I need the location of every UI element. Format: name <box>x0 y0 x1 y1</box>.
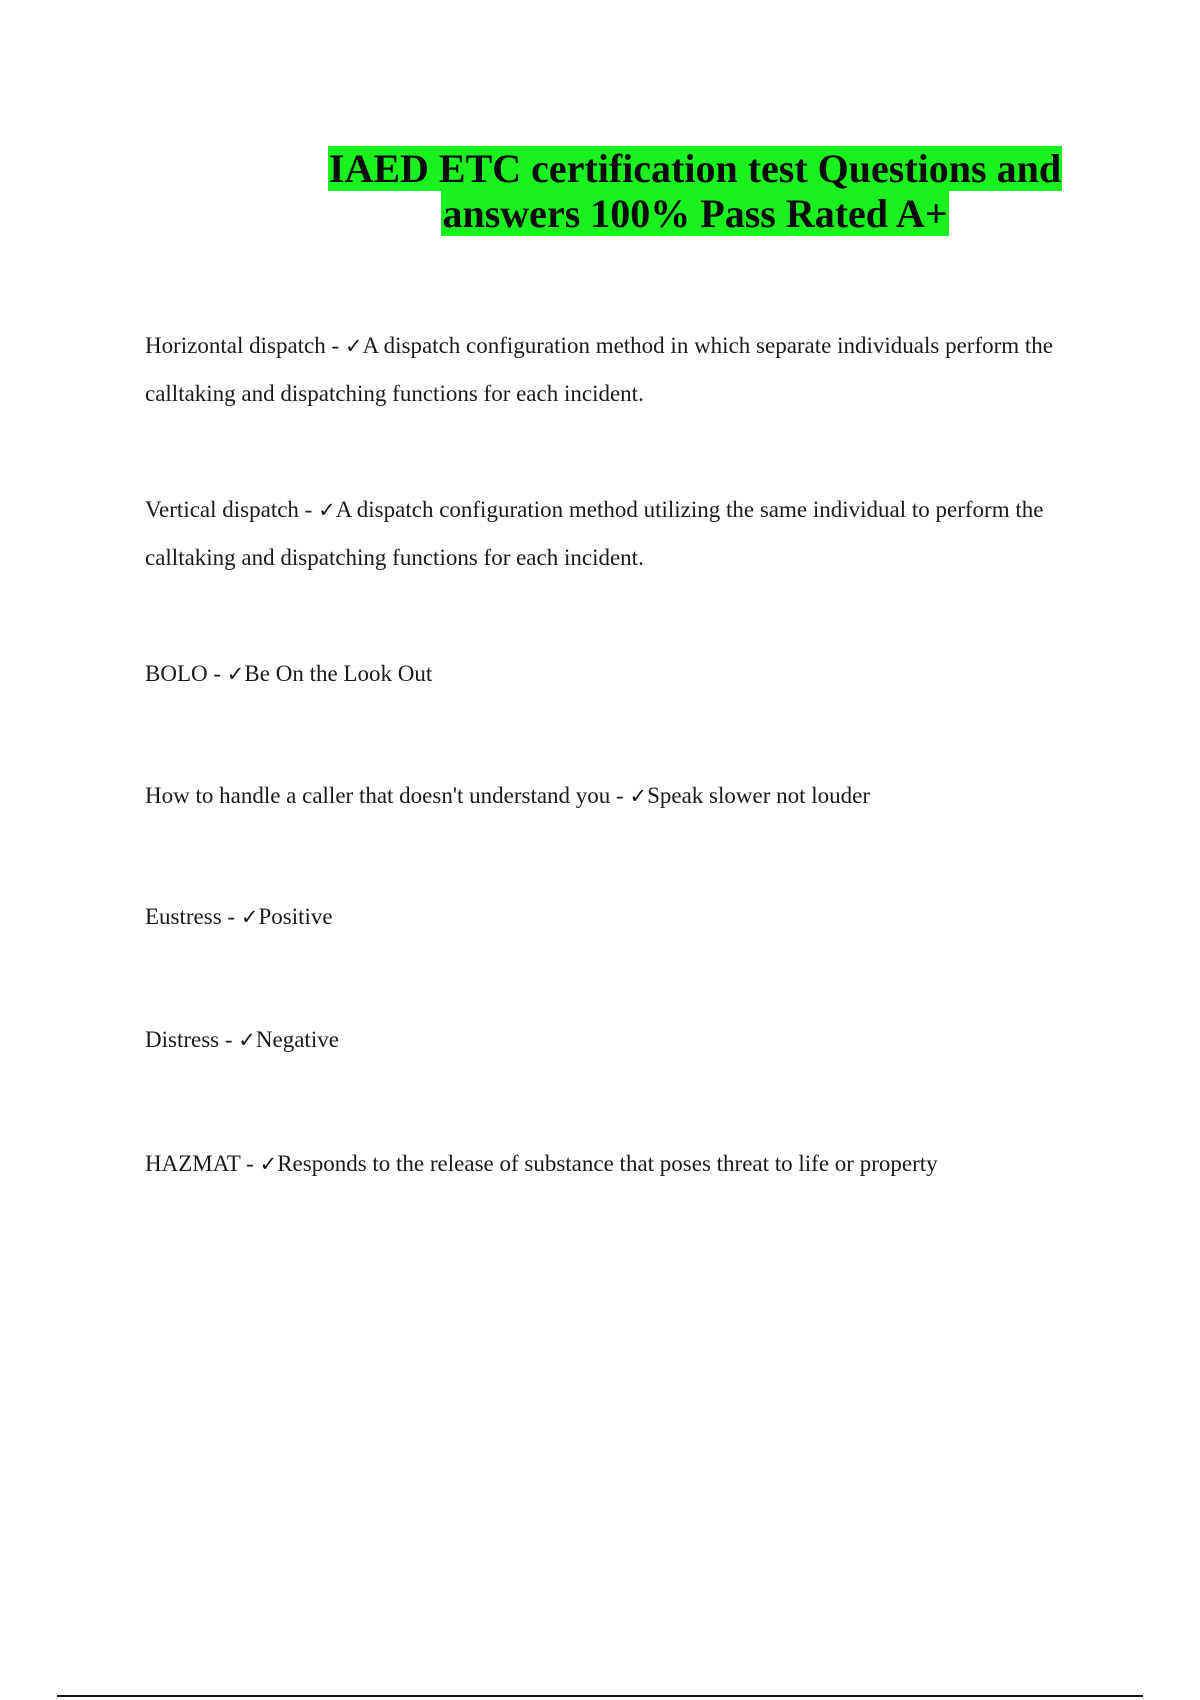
entry-separator: - <box>325 333 345 358</box>
entry-separator: - <box>207 661 227 686</box>
entry-answer: Speak slower not louder <box>647 783 871 808</box>
entry-distress <box>145 1016 1070 1064</box>
entry-term: Distress <box>145 1027 220 1052</box>
entry-term: HAZMAT <box>145 1151 241 1176</box>
entry-answer: Positive <box>258 904 333 929</box>
entry-caller-understanding <box>145 772 1070 820</box>
entry-term: BOLO <box>145 661 208 686</box>
check-icon: ✓ <box>240 905 259 929</box>
entry-vertical-dispatch <box>145 486 1070 582</box>
check-icon: ✓ <box>226 662 245 686</box>
entry-separator: - <box>610 783 630 808</box>
entry-horizontal-dispatch <box>145 322 1070 418</box>
title-line-2: answers 100% Pass Rated A+ <box>442 191 948 236</box>
check-icon: ✓ <box>259 1152 278 1176</box>
entry-answer: Negative <box>255 1027 339 1052</box>
entry-bolo <box>145 650 1070 698</box>
check-icon: ✓ <box>629 784 648 808</box>
title-line-1: IAED ETC certification test Questions and <box>328 146 1062 191</box>
check-icon: ✓ <box>318 498 336 522</box>
entry-separator: - <box>240 1151 260 1176</box>
document-title <box>300 146 1090 236</box>
entry-term: Eustress <box>145 904 222 929</box>
entry-term: How to handle a caller that doesn't understand you <box>145 783 611 808</box>
entry-answer: Be On the Look Out <box>244 661 433 686</box>
check-icon: ✓ <box>344 334 363 358</box>
page-bottom-divider <box>57 1695 1143 1697</box>
entry-separator: - <box>219 1027 239 1052</box>
entry-answer: A dispatch configuration method in which separate individuals perform the calltaking and dispatching functions for each incident. <box>145 333 1054 406</box>
entry-term: Vertical dispatch <box>145 497 299 522</box>
entry-eustress <box>145 893 1070 941</box>
entry-term: Horizontal dispatch <box>145 333 326 358</box>
entry-separator: - <box>298 497 319 522</box>
check-icon: ✓ <box>238 1028 256 1052</box>
entry-answer: Responds to the release of substance that poses threat to life or property <box>277 1151 938 1176</box>
entry-separator: - <box>221 904 241 929</box>
entry-answer: A dispatch configuration method utilizing the same individual to perform the calltaking and dispatching functions for each incident. <box>145 497 1044 570</box>
entry-hazmat <box>145 1140 1070 1188</box>
